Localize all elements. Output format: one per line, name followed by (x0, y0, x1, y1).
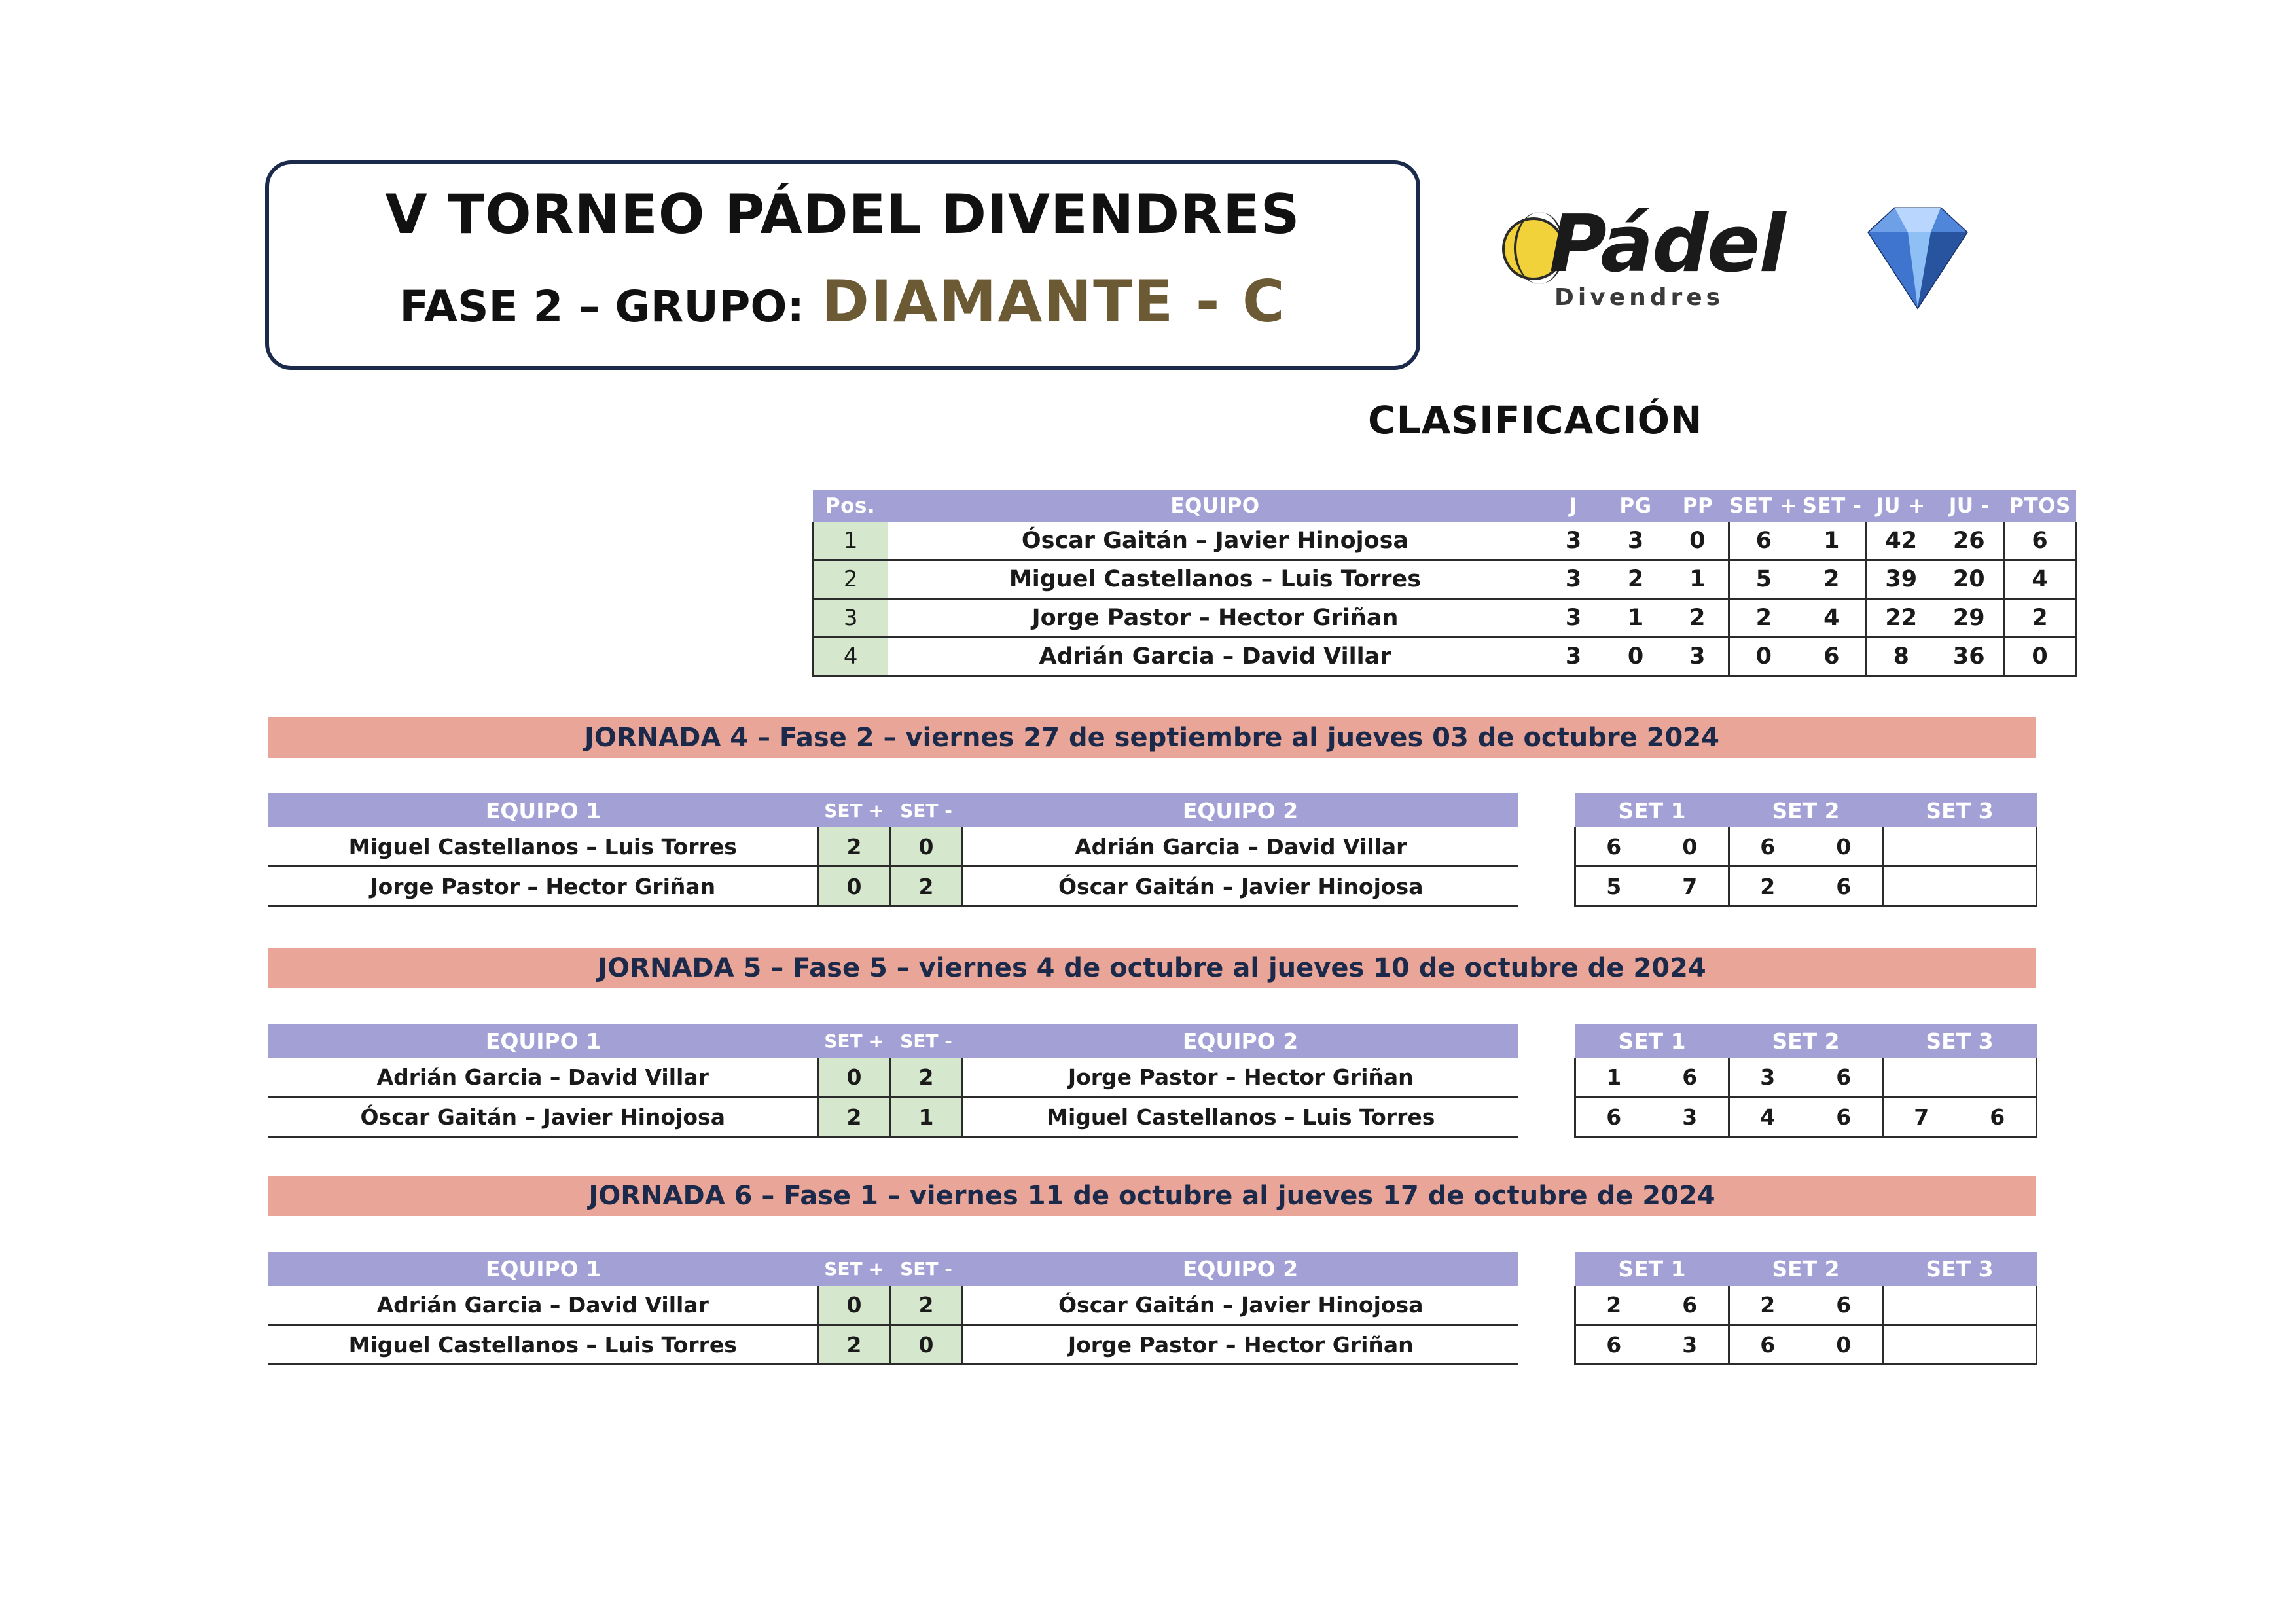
row-j: 3 (1543, 522, 1605, 560)
col-set3: SET 3 (1883, 1252, 2037, 1286)
set1-team2: 3 (1652, 1325, 1729, 1365)
col-set1: SET 1 (1575, 793, 1729, 827)
row-team: Óscar Gaitán – Javier Hinojosa (888, 522, 1543, 560)
clasificacion-heading: CLASIFICACIÓN (1368, 398, 1703, 442)
row-set-plus: 6 (1729, 522, 1798, 560)
phase-group-line (269, 268, 1416, 335)
set2-team2: 6 (1806, 1058, 1883, 1097)
row-set-minus: 1 (1798, 522, 1867, 560)
match-header-row (268, 793, 1518, 827)
set2-team2: 0 (1806, 827, 1883, 867)
row-ju-minus: 29 (1935, 599, 2004, 638)
table-row (813, 522, 2076, 560)
jornada-banner-4: JORNADA 4 – Fase 2 – viernes 27 de septiembre al jueves 03 de octubre 2024 (268, 717, 2036, 758)
match-set-minus: 0 (890, 1325, 962, 1365)
set2-team1: 2 (1729, 1286, 1806, 1325)
table-row (813, 599, 2076, 638)
match-team2: Óscar Gaitán – Javier Hinojosa (962, 1286, 1518, 1325)
table-row (268, 1097, 1518, 1137)
col-equipo1: EQUIPO 1 (268, 1252, 818, 1286)
row-pg: 2 (1605, 560, 1667, 599)
table-row (813, 638, 2076, 676)
table-row (268, 1058, 1518, 1097)
set3-team1 (1883, 867, 1960, 907)
row-pg: 1 (1605, 599, 1667, 638)
row-pp: 0 (1667, 522, 1729, 560)
col-set3: SET 3 (1883, 1024, 2037, 1058)
jornada-6-sets (1574, 1252, 2037, 1365)
match-team1: Óscar Gaitán – Javier Hinojosa (268, 1097, 818, 1137)
row-ju-plus: 22 (1867, 599, 1935, 638)
set3-team2 (1960, 1325, 2037, 1365)
row-ptos: 2 (2004, 599, 2076, 638)
set2-team2: 6 (1806, 1286, 1883, 1325)
match-set-plus: 2 (818, 827, 890, 867)
set1-team1: 5 (1575, 867, 1652, 907)
set1-team1: 6 (1575, 827, 1652, 867)
row-set-minus: 4 (1798, 599, 1867, 638)
sets-header-row (1575, 793, 2037, 827)
logo-wordmark: Pádel (1549, 199, 1785, 290)
col-ju-minus: JU - (1948, 494, 1990, 518)
row-position: 1 (813, 522, 888, 560)
table-row (813, 560, 2076, 599)
row-ju-plus: 42 (1867, 522, 1935, 560)
match-team1: Adrián Garcia – David Villar (268, 1058, 818, 1097)
set3-team1 (1883, 1325, 1960, 1365)
row-set-plus: 5 (1729, 560, 1798, 599)
col-set-plus: SET + (1729, 494, 1797, 518)
match-team2: Miguel Castellanos – Luis Torres (962, 1097, 1518, 1137)
col-equipo1: EQUIPO 1 (268, 793, 818, 827)
row-ptos: 4 (2004, 560, 2076, 599)
col-set2: SET 2 (1729, 1252, 1883, 1286)
match-header-row (268, 1024, 1518, 1058)
set1-team2: 6 (1652, 1058, 1729, 1097)
tournament-title-box (265, 160, 1420, 370)
table-row (268, 1325, 1518, 1365)
standings-table (812, 490, 2077, 677)
table-row (1575, 1286, 2037, 1325)
table-row (1575, 1058, 2037, 1097)
set1-team1: 6 (1575, 1325, 1652, 1365)
table-row (1575, 827, 2037, 867)
row-pp: 3 (1667, 638, 1729, 676)
set1-team2: 7 (1652, 867, 1729, 907)
match-header-row (268, 1252, 1518, 1286)
col-set-minus: SET - (890, 1252, 962, 1286)
table-row (268, 867, 1518, 907)
col-ptos: PTOS (2009, 494, 2071, 518)
jornada-4-matches-left (268, 793, 1518, 907)
row-pp: 1 (1667, 560, 1729, 599)
set2-team2: 6 (1806, 867, 1883, 907)
row-j: 3 (1543, 560, 1605, 599)
sets-header-row (1575, 1024, 2037, 1058)
row-set-minus: 2 (1798, 560, 1867, 599)
jornada-5-sets (1574, 1024, 2037, 1138)
set1-team2: 3 (1652, 1097, 1729, 1137)
col-set-minus: SET - (1802, 494, 1862, 518)
diamond-icon (1856, 203, 1980, 314)
row-ju-minus: 20 (1935, 560, 2004, 599)
match-set-minus: 2 (890, 867, 962, 907)
table-row (268, 827, 1518, 867)
match-set-plus: 2 (818, 1325, 890, 1365)
col-set-plus: SET + (818, 793, 890, 827)
table-row (1575, 1097, 2037, 1137)
match-set-plus: 2 (818, 1097, 890, 1137)
jornada-6-matches-left (268, 1252, 1518, 1365)
group-name: DIAMANTE - C (821, 268, 1286, 335)
match-set-plus: 0 (818, 1286, 890, 1325)
set3-team2 (1960, 827, 2037, 867)
match-team2: Adrián Garcia – David Villar (962, 827, 1518, 867)
col-equipo2: EQUIPO 2 (962, 1252, 1518, 1286)
set3-team1 (1883, 1286, 1960, 1325)
sets-header-row (1575, 1252, 2037, 1286)
row-j: 3 (1543, 638, 1605, 676)
set3-team2: 6 (1960, 1097, 2037, 1137)
row-pp: 2 (1667, 599, 1729, 638)
set2-team1: 6 (1729, 827, 1806, 867)
col-set1: SET 1 (1575, 1024, 1729, 1058)
match-team1: Miguel Castellanos – Luis Torres (268, 827, 818, 867)
col-set2: SET 2 (1729, 793, 1883, 827)
col-pos: Pos. (825, 494, 876, 518)
set3-team1 (1883, 1058, 1960, 1097)
set3-team2 (1960, 1286, 2037, 1325)
row-pg: 3 (1605, 522, 1667, 560)
col-set-minus: SET - (890, 793, 962, 827)
row-position: 3 (813, 599, 888, 638)
table-row (268, 1286, 1518, 1325)
set1-team1: 2 (1575, 1286, 1652, 1325)
col-set-plus: SET + (818, 1252, 890, 1286)
col-set-plus: SET + (818, 1024, 890, 1058)
standings-header-row (813, 490, 2076, 522)
table-row (1575, 867, 2037, 907)
set2-team1: 4 (1729, 1097, 1806, 1137)
row-ju-plus: 8 (1867, 638, 1935, 676)
col-equipo: EQUIPO (1170, 494, 1260, 518)
row-team: Jorge Pastor – Hector Griñan (888, 599, 1543, 638)
set1-team2: 0 (1652, 827, 1729, 867)
row-ju-minus: 26 (1935, 522, 2004, 560)
row-ju-plus: 39 (1867, 560, 1935, 599)
set2-team1: 2 (1729, 867, 1806, 907)
match-set-minus: 0 (890, 827, 962, 867)
col-ju-plus: JU + (1876, 494, 1926, 518)
match-set-minus: 1 (890, 1097, 962, 1137)
row-ptos: 6 (2004, 522, 2076, 560)
table-row (1575, 1325, 2037, 1365)
row-set-minus: 6 (1798, 638, 1867, 676)
match-team1: Jorge Pastor – Hector Griñan (268, 867, 818, 907)
match-set-plus: 0 (818, 1058, 890, 1097)
match-team2: Óscar Gaitán – Javier Hinojosa (962, 867, 1518, 907)
row-ju-minus: 36 (1935, 638, 2004, 676)
set2-team2: 6 (1806, 1097, 1883, 1137)
col-pp: PP (1682, 494, 1713, 518)
logo-subtext: Divendres (1554, 284, 1725, 311)
row-j: 3 (1543, 599, 1605, 638)
col-j: J (1569, 494, 1578, 518)
row-set-plus: 2 (1729, 599, 1798, 638)
set2-team1: 6 (1729, 1325, 1806, 1365)
col-set-minus: SET - (890, 1024, 962, 1058)
jornada-4-sets (1574, 793, 2037, 907)
match-set-plus: 0 (818, 867, 890, 907)
tournament-title: V TORNEO PÁDEL DIVENDRES (385, 183, 1300, 246)
match-team2: Jorge Pastor – Hector Griñan (962, 1058, 1518, 1097)
row-ptos: 0 (2004, 638, 2076, 676)
row-position: 4 (813, 638, 888, 676)
match-team2: Jorge Pastor – Hector Griñan (962, 1325, 1518, 1365)
row-team: Miguel Castellanos – Luis Torres (888, 560, 1543, 599)
set3-team2 (1960, 867, 2037, 907)
padel-divendres-logo (1489, 199, 1986, 327)
match-set-minus: 2 (890, 1286, 962, 1325)
col-pg: PG (1619, 494, 1652, 518)
match-team1: Miguel Castellanos – Luis Torres (268, 1325, 818, 1365)
col-equipo2: EQUIPO 2 (962, 1024, 1518, 1058)
phase-label: FASE 2 – GRUPO: (399, 281, 804, 332)
row-team: Adrián Garcia – David Villar (888, 638, 1543, 676)
col-equipo1: EQUIPO 1 (268, 1024, 818, 1058)
jornada-5-matches-left (268, 1024, 1518, 1138)
set2-team1: 3 (1729, 1058, 1806, 1097)
set1-team2: 6 (1652, 1286, 1729, 1325)
row-position: 2 (813, 560, 888, 599)
jornada-banner-6: JORNADA 6 – Fase 1 – viernes 11 de octubre al jueves 17 de octubre de 2024 (268, 1176, 2036, 1216)
col-set3: SET 3 (1883, 793, 2037, 827)
match-team1: Adrián Garcia – David Villar (268, 1286, 818, 1325)
set3-team1: 7 (1883, 1097, 1960, 1137)
set1-team1: 6 (1575, 1097, 1652, 1137)
col-set1: SET 1 (1575, 1252, 1729, 1286)
set2-team2: 0 (1806, 1325, 1883, 1365)
row-set-plus: 0 (1729, 638, 1798, 676)
match-set-minus: 2 (890, 1058, 962, 1097)
jornada-banner-5: JORNADA 5 – Fase 5 – viernes 4 de octubre al jueves 10 de octubre de 2024 (268, 948, 2036, 988)
row-pg: 0 (1605, 638, 1667, 676)
set3-team2 (1960, 1058, 2037, 1097)
set1-team1: 1 (1575, 1058, 1652, 1097)
set3-team1 (1883, 827, 1960, 867)
col-set2: SET 2 (1729, 1024, 1883, 1058)
col-equipo2: EQUIPO 2 (962, 793, 1518, 827)
